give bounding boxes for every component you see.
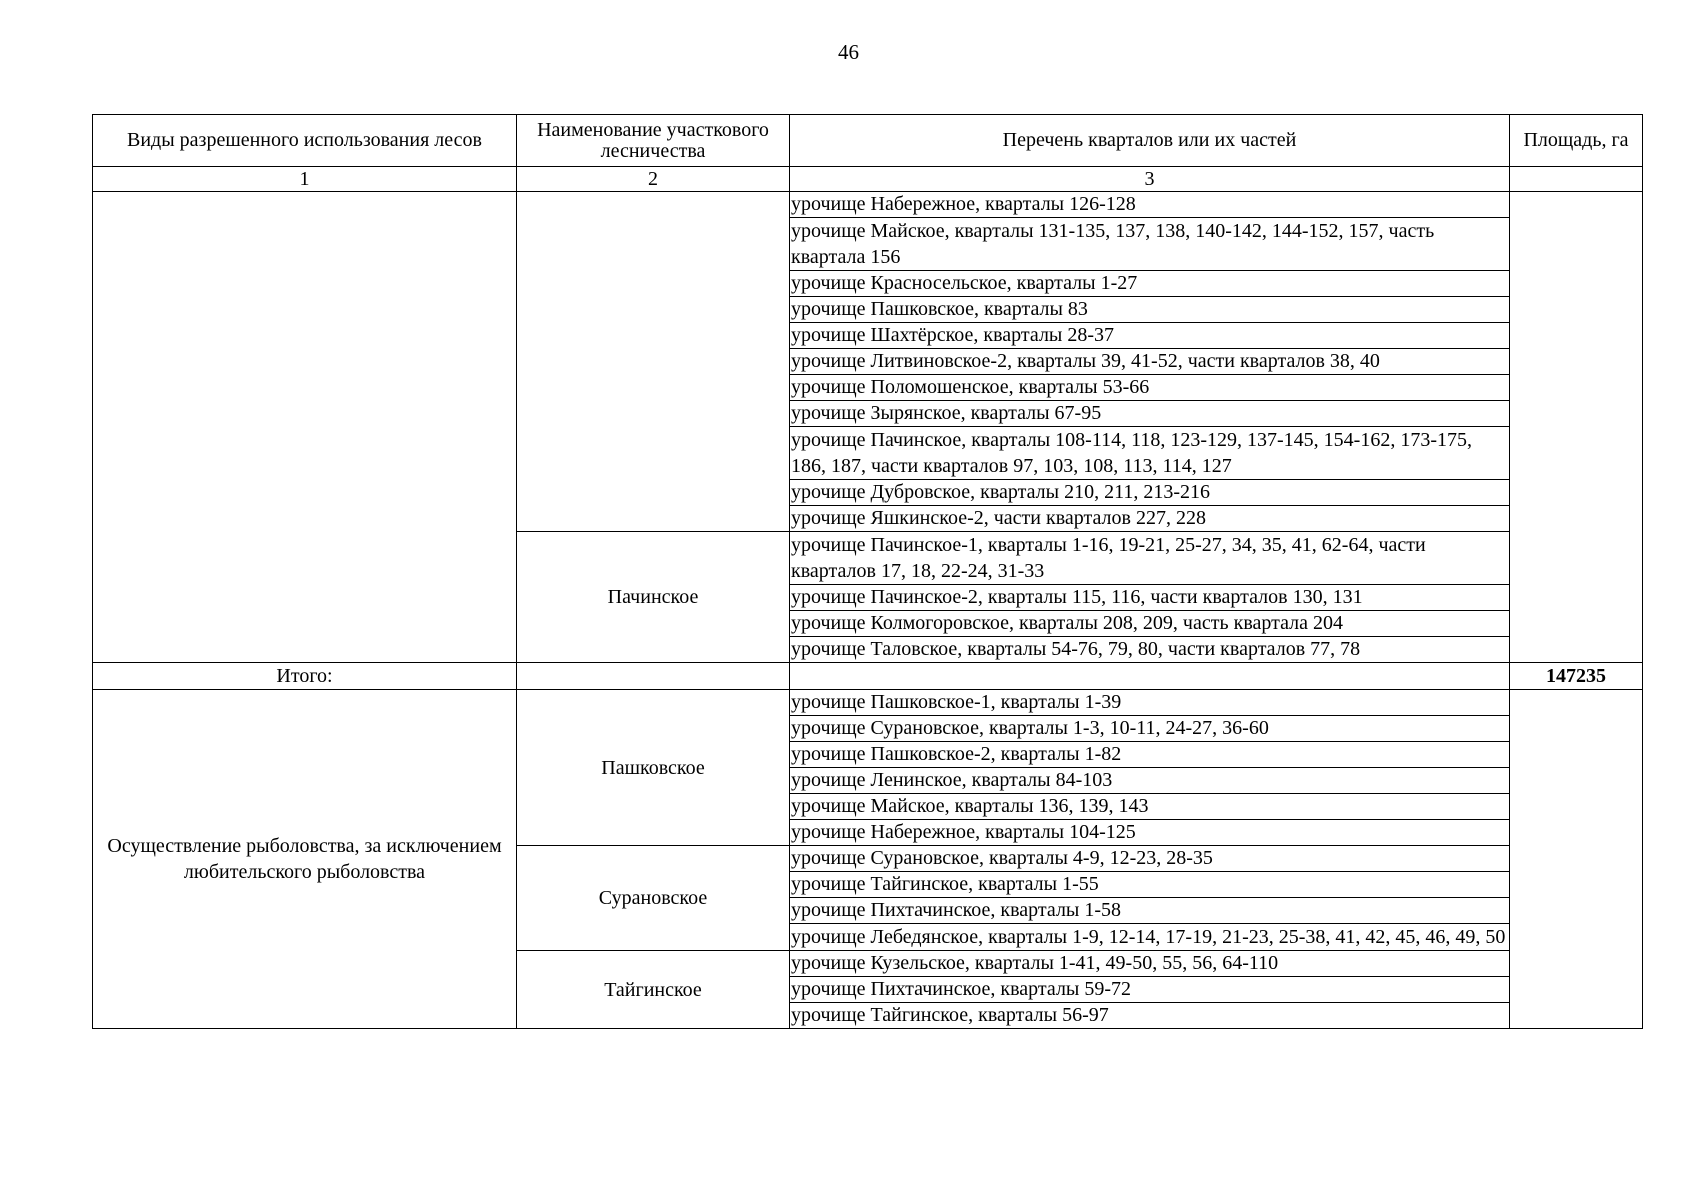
quarters-cell: урочище Таловское, кварталы 54-76, 79, 80, части кварталов 77, 78 [790,637,1510,663]
quarters-cell: урочище Лебедянское, кварталы 1-9, 12-14, 17-19, 21-23, 25-38, 41, 42, 45, 46, 49, 50 [790,924,1510,951]
quarters-cell: урочище Пашковское-1, кварталы 1-39 [790,690,1510,716]
quarters-cell: урочище Зырянское, кварталы 67-95 [790,401,1510,427]
column-number: 2 [517,167,790,192]
quarters-cell: урочище Пачинское, кварталы 108-114, 118, 123-129, 137-145, 154-162, 173-175, 186, 187, части кварталов 97, 103, 108, 113, 114, 127 [790,427,1510,480]
quarters-cell: урочище Колмогоровское, кварталы 208, 209, часть квартала 204 [790,611,1510,637]
forestry-name-cell: Тайгинское [517,951,790,1029]
header-row [93,115,1643,167]
total-empty-cell [790,663,1510,690]
header-quarters-list: Перечень кварталов или их частей [790,115,1510,167]
forestry-name-cell: Пашковское [517,690,790,846]
quarters-cell: урочище Красносельское, кварталы 1-27 [790,271,1510,297]
quarters-cell: урочище Пашковское, кварталы 83 [790,297,1510,323]
column-number: 3 [790,167,1510,192]
quarters-cell: урочище Шахтёрское, кварталы 28-37 [790,323,1510,349]
quarters-cell: урочище Дубровское, кварталы 210, 211, 213-216 [790,480,1510,506]
forest-use-table [92,114,1643,1029]
quarters-cell: урочище Пихтачинское, кварталы 1-58 [790,898,1510,924]
quarters-cell: урочище Набережное, кварталы 126-128 [790,192,1510,218]
forestry-name-cell: Сурановское [517,846,790,951]
total-label: Итого: [93,663,517,690]
total-empty-cell [517,663,790,690]
header-forestry-name: Наименование участкового лесничества [517,115,790,167]
quarters-cell: урочище Пашковское-2, кварталы 1-82 [790,742,1510,768]
forestry-name-cell: Пачинское [517,532,790,663]
quarters-cell: урочище Сурановское, кварталы 4-9, 12-23, 28-35 [790,846,1510,872]
quarters-cell: урочище Сурановское, кварталы 1-3, 10-11, 24-27, 36-60 [790,716,1510,742]
quarters-cell: урочище Яшкинское-2, части кварталов 227, 228 [790,506,1510,532]
quarters-cell: урочище Майское, кварталы 131-135, 137, 138, 140-142, 144-152, 157, часть квартала 156 [790,218,1510,271]
quarters-cell: урочище Литвиновское-2, кварталы 39, 41-52, части кварталов 38, 40 [790,349,1510,375]
page-number: 46 [838,40,859,64]
quarters-cell: урочище Тайгинское, кварталы 56-97 [790,1003,1510,1029]
table-row [93,192,1643,218]
area-cell-empty [1510,192,1643,663]
header-use-type: Виды разрешенного использования лесов [93,115,517,167]
total-row [93,663,1643,690]
column-number: 1 [93,167,517,192]
quarters-cell: урочище Набережное, кварталы 104-125 [790,820,1510,846]
area-cell-empty [1510,690,1643,1029]
total-area: 147235 [1510,663,1643,690]
quarters-cell: урочище Поломошенское, кварталы 53-66 [790,375,1510,401]
quarters-cell: урочище Кузельское, кварталы 1-41, 49-50, 55, 56, 64-110 [790,951,1510,977]
use-type-cell-empty [93,192,517,663]
quarters-cell: урочище Пачинское-2, кварталы 115, 116, части кварталов 130, 131 [790,585,1510,611]
quarters-cell: урочище Ленинское, кварталы 84-103 [790,768,1510,794]
column-number [1510,167,1643,192]
quarters-cell: урочище Тайгинское, кварталы 1-55 [790,872,1510,898]
table-row [93,690,1643,716]
quarters-cell: урочище Пихтачинское, кварталы 59-72 [790,977,1510,1003]
use-type-cell: Осуществление рыболовства, за исключением любительского рыболовства [93,690,517,1029]
header-area: Площадь, га [1510,115,1643,167]
quarters-cell: урочище Майское, кварталы 136, 139, 143 [790,794,1510,820]
quarters-cell: урочище Пачинское-1, кварталы 1-16, 19-21, 25-27, 34, 35, 41, 62-64, части кварталов 17, 18, 22-24, 31-33 [790,532,1510,585]
forestry-cell-empty [517,192,790,532]
column-number-row [93,167,1643,192]
